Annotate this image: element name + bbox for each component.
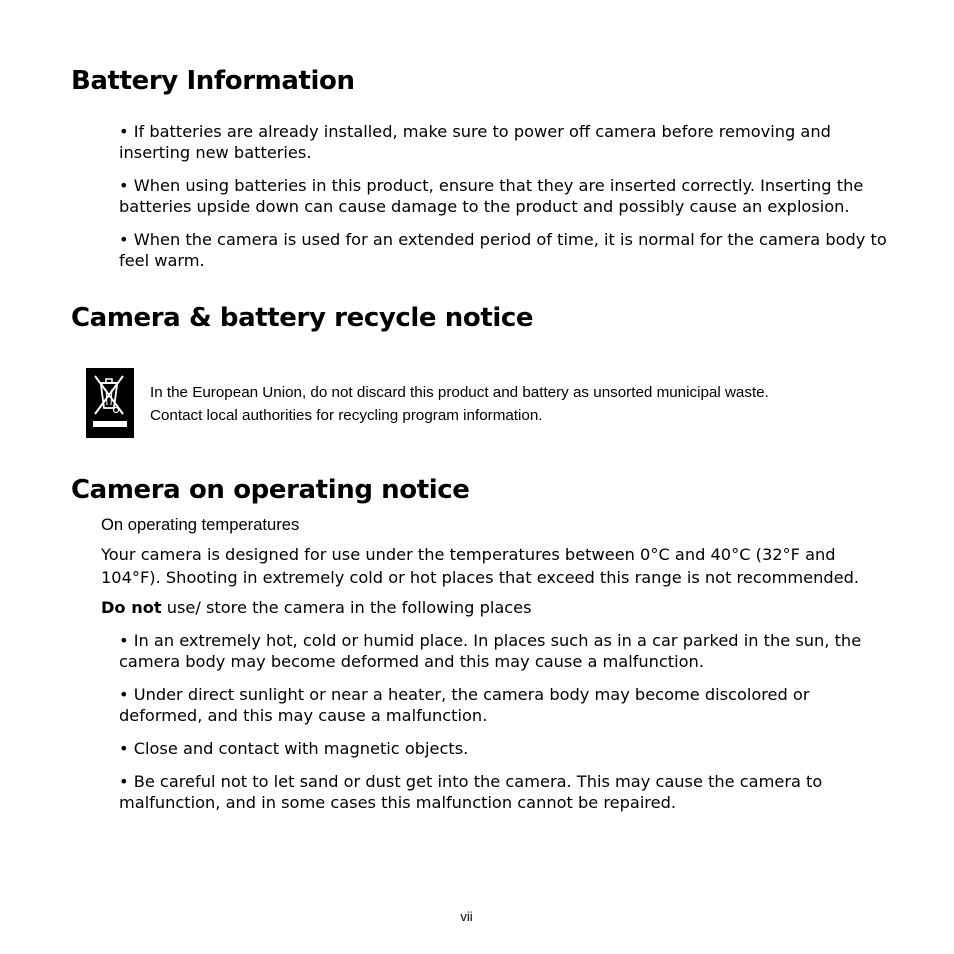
donot-bold: Do not [101, 598, 162, 617]
recycle-line-2: Contact local authorities for recycling program information. [150, 407, 543, 424]
bullet-marker: • [119, 631, 129, 650]
operating-bullet-1 [119, 630, 894, 672]
battery-bullet-1 [119, 121, 894, 163]
recycle-heading: Camera & battery recycle notice [71, 303, 534, 333]
bullet-text: Be careful not to let sand or dust get into the camera. This may cause the camera to malfunction, and in some cases this malfunction cannot be repaired. [119, 772, 823, 812]
operating-bullet-3 [119, 738, 894, 759]
bullet-marker: • [119, 685, 129, 704]
operating-intro: Your camera is designed for use under the temperatures between 0°C and 40°C (32°F and 104°F). Shooting in extremely cold or hot places that exceed this range is not recommended. [101, 545, 860, 587]
bullet-text: When using batteries in this product, ensure that they are inserted correctly. Inserting the batteries upside down can cause damage to the product and possibly cause an explosion. [119, 176, 864, 216]
bullet-marker: • [119, 230, 129, 249]
bullet-text: If batteries are already installed, make sure to power off camera before removing and inserting new batteries. [119, 122, 831, 162]
bullet-marker: • [119, 122, 129, 141]
crossed-out-wheelie-bin-icon [86, 368, 134, 438]
battery-bullet-2 [119, 175, 894, 217]
operating-bullet-4 [119, 771, 859, 813]
operating-subtitle: On operating temperatures [101, 515, 300, 534]
donot-rest: use/ store the camera in the following places [161, 598, 532, 617]
battery-heading: Battery Information [71, 66, 355, 96]
donot-line [101, 597, 901, 618]
bullet-marker: • [119, 772, 129, 791]
operating-bullet-2 [119, 684, 894, 726]
bullet-text: When the camera is used for an extended period of time, it is normal for the camera body to feel warm. [119, 230, 887, 270]
bullet-marker: • [119, 739, 129, 758]
bullet-text: Close and contact with magnetic objects. [133, 739, 469, 758]
page-number: vii [460, 909, 473, 924]
operating-heading: Camera on operating notice [71, 475, 470, 505]
bullet-text: In an extremely hot, cold or humid place. In places such as in a car parked in the sun, the camera body may become deformed and this may cause a malfunction. [119, 631, 862, 671]
bullet-text: Under direct sunlight or near a heater, the camera body may become discolored or deformed, and this may cause a malfunction. [119, 685, 810, 725]
battery-bullet-3 [119, 229, 894, 271]
recycle-line-1: In the European Union, do not discard this product and battery as unsorted municipal waste. [150, 384, 769, 401]
bullet-marker: • [119, 176, 129, 195]
